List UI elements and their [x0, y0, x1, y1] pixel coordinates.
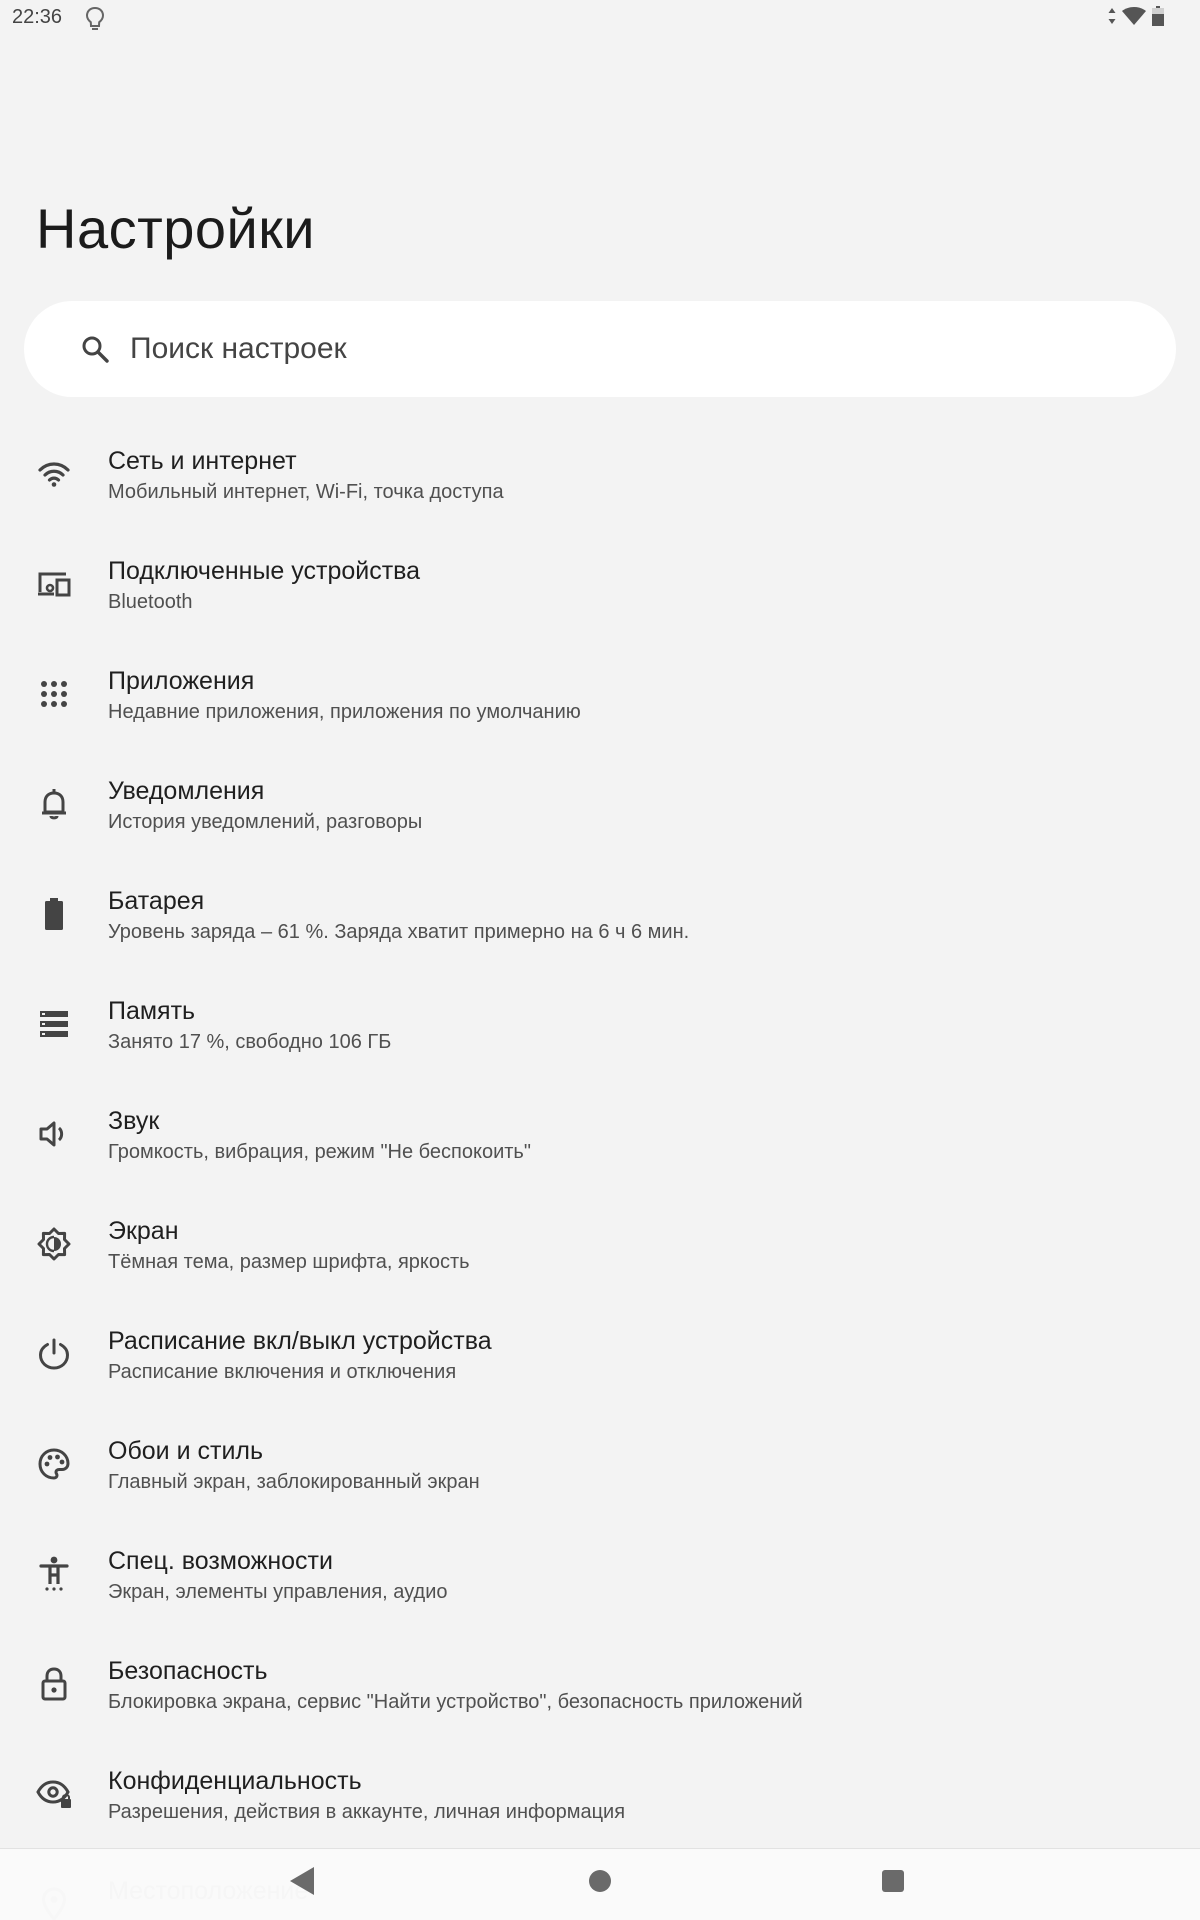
status-icons: [1108, 6, 1164, 26]
storage-icon: [36, 1006, 72, 1042]
settings-item-apps[interactable]: [0, 640, 1200, 750]
wifi-status-icon: [1122, 7, 1146, 25]
settings-item-title: Экран: [108, 1217, 179, 1245]
status-bar: [0, 0, 1200, 40]
battery-icon: [36, 896, 72, 932]
status-time: 22:36: [12, 6, 63, 28]
settings-item-title: Память: [108, 997, 196, 1025]
lock-icon: [36, 1666, 72, 1702]
privacy-eye-icon: [36, 1776, 72, 1812]
settings-item-title: Звук: [108, 1107, 160, 1135]
settings-item-sound[interactable]: [0, 1080, 1200, 1190]
settings-item-title: Конфиденциальность: [108, 1767, 362, 1795]
settings-item-title: Уведомления: [108, 777, 265, 805]
settings-item-wallpaper-style[interactable]: [0, 1410, 1200, 1520]
volume-icon: [36, 1116, 72, 1152]
data-arrows-icon: [1108, 7, 1116, 25]
settings-item-subtitle: Мобильный интернет, Wi-Fi, точка доступа: [108, 481, 504, 503]
search-placeholder: Поиск настроек: [130, 332, 347, 365]
settings-item-network[interactable]: [0, 420, 1200, 530]
settings-item-subtitle: Расписание включения и отключения: [108, 1361, 457, 1383]
bell-icon: [36, 786, 72, 822]
lightbulb-icon: [84, 6, 106, 32]
settings-item-notifications[interactable]: [0, 750, 1200, 860]
settings-item-subtitle: Тёмная тема, размер шрифта, яркость: [108, 1251, 470, 1273]
settings-item-subtitle: История уведомлений, разговоры: [108, 811, 423, 833]
settings-item-accessibility[interactable]: [0, 1520, 1200, 1630]
back-triangle-icon[interactable]: [290, 1867, 314, 1895]
settings-item-title: Спец. возможности: [108, 1547, 333, 1575]
settings-item-battery[interactable]: [0, 860, 1200, 970]
settings-item-subtitle: Разрешения, действия в аккаунте, личная информация: [108, 1801, 626, 1823]
settings-item-connected-devices[interactable]: [0, 530, 1200, 640]
recents-square-icon[interactable]: [882, 1870, 904, 1892]
settings-item-subtitle: Громкость, вибрация, режим "Не беспокоить": [108, 1141, 531, 1163]
display-brightness-icon: [36, 1226, 72, 1262]
settings-list: [0, 420, 1200, 1920]
palette-icon: [36, 1446, 72, 1482]
settings-item-storage[interactable]: [0, 970, 1200, 1080]
settings-item-title: Обои и стиль: [108, 1437, 264, 1465]
settings-item-title: Расписание вкл/выкл устройства: [108, 1327, 492, 1355]
search-bar[interactable]: [24, 301, 1176, 397]
settings-item-title: Батарея: [108, 887, 205, 915]
settings-item-subtitle: Блокировка экрана, сервис "Найти устройство", безопасность приложений: [108, 1691, 803, 1713]
search-icon: [78, 332, 112, 366]
settings-item-display[interactable]: [0, 1190, 1200, 1300]
settings-item-subtitle: Занято 17 %, свободно 106 ГБ: [108, 1031, 392, 1053]
navigation-bar: [0, 1848, 1200, 1920]
settings-item-title: Подключенные устройства: [108, 557, 421, 585]
settings-item-subtitle: Недавние приложения, приложения по умолчанию: [108, 701, 581, 723]
settings-item-privacy[interactable]: [0, 1740, 1200, 1850]
settings-item-title: Приложения: [108, 667, 255, 695]
apps-grid-icon: [36, 676, 72, 712]
settings-item-subtitle: Главный экран, заблокированный экран: [108, 1471, 480, 1493]
power-icon: [36, 1336, 72, 1372]
battery-status-icon: [1152, 6, 1164, 26]
settings-item-subtitle: Уровень заряда – 61 %. Заряда хватит примерно на 6 ч 6 мин.: [108, 921, 690, 943]
settings-item-power-schedule[interactable]: [0, 1300, 1200, 1410]
settings-item-security[interactable]: [0, 1630, 1200, 1740]
settings-item-title: Безопасность: [108, 1657, 268, 1685]
connected-devices-icon: [36, 566, 72, 602]
settings-item-title: Сеть и интернет: [108, 447, 297, 475]
wifi-icon: [36, 456, 72, 492]
settings-item-subtitle: Bluetooth: [108, 591, 193, 613]
home-circle-icon[interactable]: [589, 1870, 611, 1892]
page-title: Настройки: [36, 197, 316, 260]
settings-item-subtitle: Экран, элементы управления, аудио: [108, 1581, 448, 1603]
accessibility-icon: [36, 1556, 72, 1592]
